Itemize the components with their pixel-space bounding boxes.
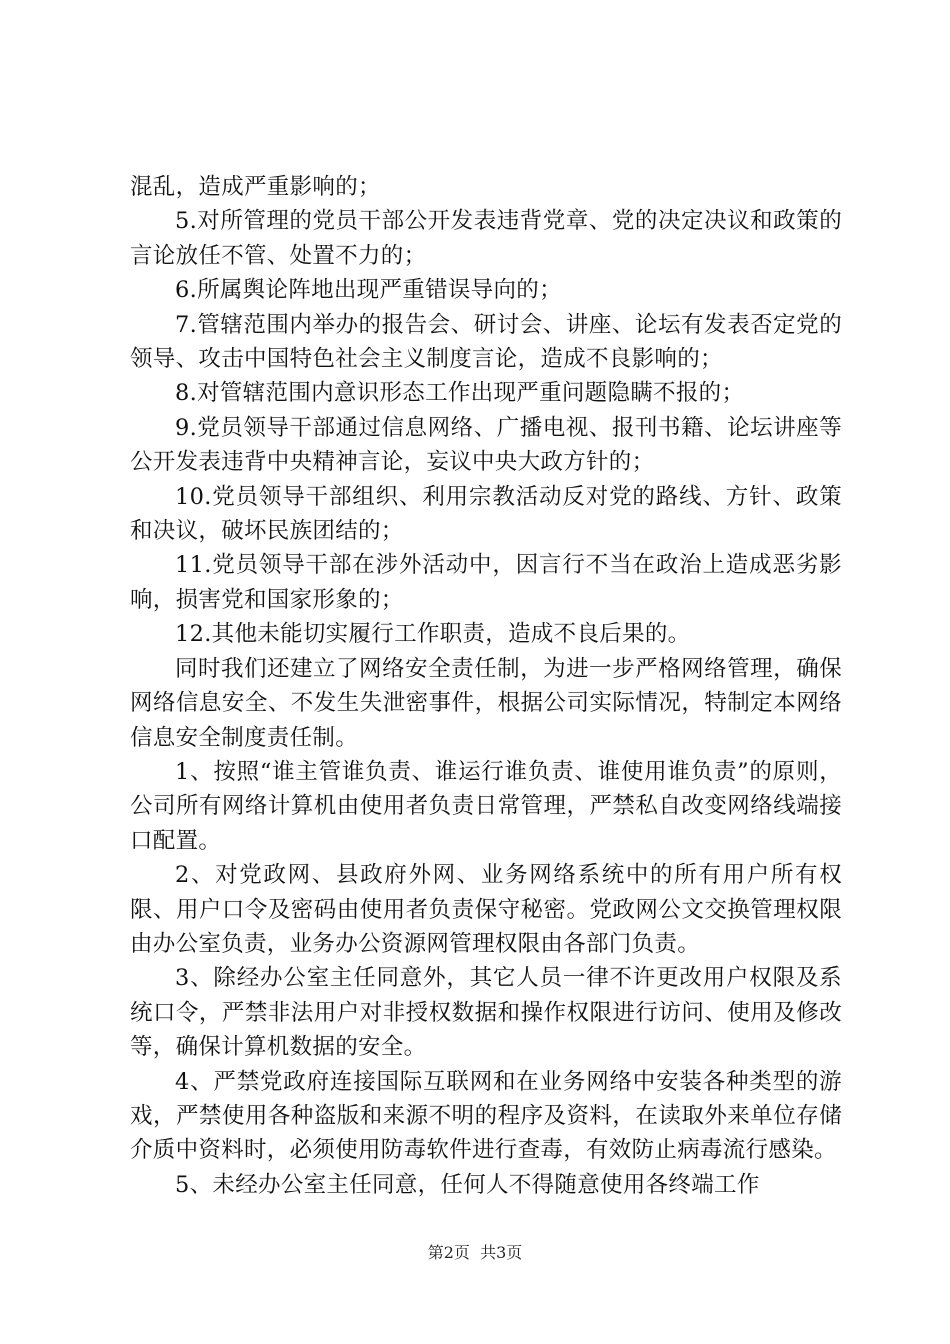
paragraph-1: 5.对所管理的党员干部公开发表违背党章、党的决定决议和政策的言论放任不管、处置不力的； bbox=[130, 208, 842, 269]
document-body bbox=[130, 170, 842, 1202]
paragraph-8: 12.其他未能切实履行工作职责，造成不良后果的。 bbox=[175, 621, 691, 648]
paragraph-3: 7.管辖范围内举办的报告会、研讨会、讲座、论坛有发表否定党的领导、攻击中国特色社会主义制度言论，造成不良影响的； bbox=[130, 311, 842, 373]
page-number-label: 第2页 共3页 bbox=[427, 1243, 523, 1262]
paragraph-2: 6.所属舆论阵地出现严重错误导向的； bbox=[175, 277, 562, 304]
paragraph-5: 9.党员领导干部通过信息网络、广播电视、报刊书籍、论坛讲座等公开发表违背中央精神言论，妄议中央大政方针的； bbox=[130, 414, 842, 476]
paragraph-10: 1、按照“谁主管谁负责、谁运行谁负责、谁使用谁负责”的原则，公司所有网络计算机由使用者负责日常管理，严禁私自改变网络线端接口配置。 bbox=[130, 758, 842, 854]
paragraph-6: 10.党员领导干部组织、利用宗教活动反对党的路线、方针、政策和决议，破坏民族团结的； bbox=[130, 483, 842, 545]
paragraph-14: 5、未经办公室主任同意，任何人不得随意使用各终端工作 bbox=[175, 1171, 760, 1198]
paragraph-9: 同时我们还建立了网络安全责任制，为进一步严格网络管理，确保网络信息安全、不发生失泄密事件，根据公司实际情况，特制定本网络信息安全制度责任制。 bbox=[130, 655, 842, 751]
paragraph-11: 2、对党政网、县政府外网、业务网络系统中的所有用户所有权限、用户口令及密码由使用者负责保守秘密。党政网公文交换管理权限由办公室负责，业务办公资源网管理权限由各部门负责。 bbox=[130, 862, 842, 957]
paragraph-4: 8.对管辖范围内意识形态工作出现严重问题隐瞒不报的； bbox=[175, 380, 745, 407]
paragraph-13: 4、严禁党政府连接国际互联网和在业务网络中安装各种类型的游戏，严禁使用各种盗版和来源不明的程序及资料，在读取外来单位存储介质中资料时，必须使用防毒软件进行查毒，有效防止病毒流行感染。 bbox=[130, 1068, 842, 1164]
paragraph-0: 混乱，造成严重影响的； bbox=[130, 174, 381, 200]
paragraph-7: 11.党员领导干部在涉外活动中，因言行不当在政治上造成恶劣影响，损害党和国家形象的； bbox=[130, 552, 842, 613]
paragraph-12: 3、除经办公室主任同意外，其它人员一律不许更改用户权限及系统口令，严禁非法用户对非授权数据和操作权限进行访问、使用及修改等，确保计算机数据的安全。 bbox=[130, 965, 842, 1061]
page-footer bbox=[0, 1242, 950, 1264]
